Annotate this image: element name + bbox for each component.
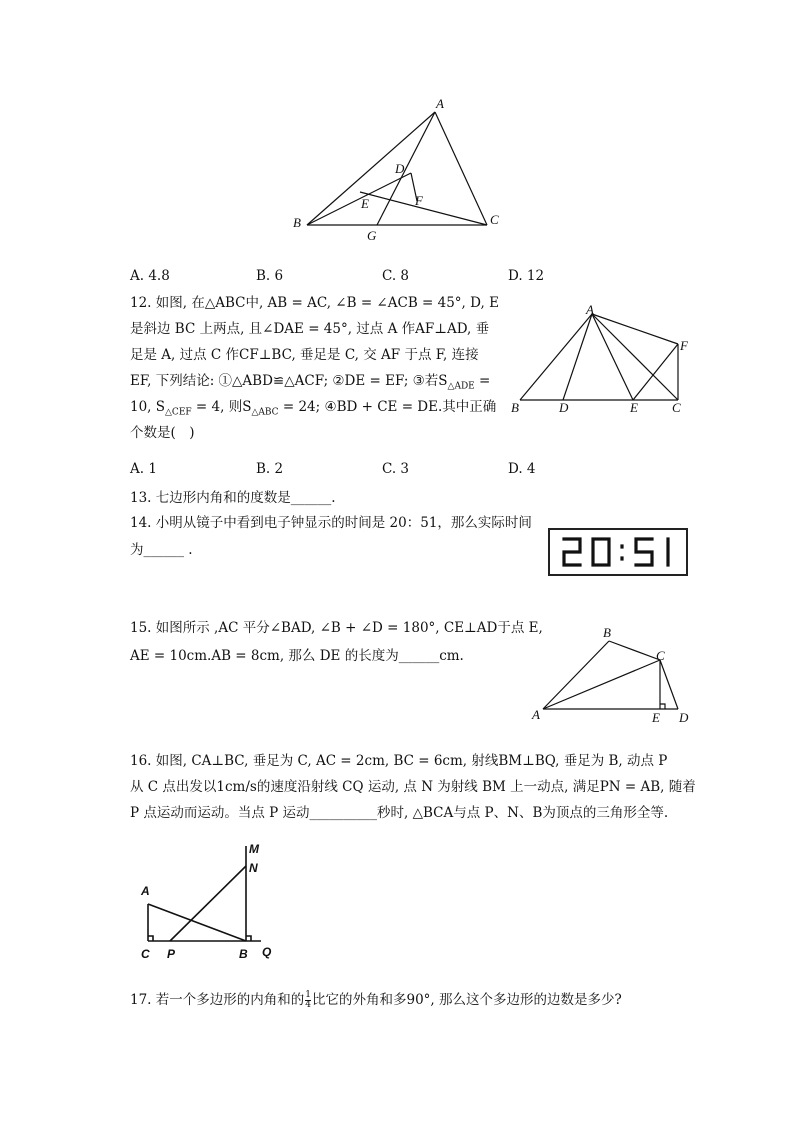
q12-line-4-tail: =	[474, 373, 491, 389]
q12-line-5-sub2: △ABC	[251, 407, 279, 418]
fig15-label-b: B	[603, 625, 611, 640]
fig11-label-a: A	[436, 96, 444, 111]
q12-line-5-mid: = 4, 则S	[191, 399, 252, 415]
fig11-label-f: F	[415, 193, 423, 208]
q12-line-4-text: EF, 下列结论: ①△ABD≌△ACF; ②DE = EF; ③若S	[130, 373, 448, 389]
q17-prefix: 17. 若一个多边形的内角和的	[130, 992, 305, 1008]
fig16-label-c: C	[141, 947, 150, 961]
q14-line-2: 为______ .	[130, 542, 193, 558]
q17-frac-den: 4	[305, 1000, 311, 1010]
fig15-label-c: C	[656, 648, 665, 663]
fig11-label-e: E	[361, 196, 369, 211]
q12-line-4	[130, 371, 490, 397]
fig15-label-a: A	[532, 707, 540, 722]
fig12-label-d: D	[559, 400, 569, 415]
q12-line-5-sub: △CEF	[165, 407, 192, 418]
fig11-label-d: D	[395, 161, 405, 176]
q12-line-6: 个数是( )	[130, 425, 195, 441]
q11-option-b: B. 6	[256, 268, 284, 284]
q15-line-2: AE = 10cm.AB = 8cm, 那么 DE 的长度为______cm.	[130, 648, 464, 664]
q16-line-1: 16. 如图, CA⊥BC, 垂足为 C, AC = 2cm, BC = 6cm, 射线BM⊥BQ, 垂足为 B, 动点 P	[130, 753, 668, 769]
q12-option-a: A. 1	[130, 461, 157, 477]
fig12-label-c: C	[672, 400, 681, 415]
q11-option-d: D. 12	[508, 268, 545, 284]
fig11-label-c: C	[490, 212, 499, 227]
digital-clock	[548, 528, 688, 576]
q11-option-c: C. 8	[382, 268, 410, 284]
q12-line-1: 12. 如图, 在△ABC中, AB = AC, ∠B = ∠ACB = 45°, D, E	[130, 295, 499, 311]
q12-line-5-text: 10, S	[130, 399, 166, 415]
q12-option-d: D. 4	[508, 461, 536, 477]
q15-line-1: 15. 如图所示 ,AC 平分∠BAD, ∠B + ∠D = 180°, CE⊥AD于点 E,	[130, 620, 543, 636]
fig16-label-b: B	[239, 947, 248, 961]
q12-line-3: 足是 A, 过点 C 作CF⊥BC, 垂足是 C, 交 AF 于点 F, 连接	[130, 347, 479, 363]
q11-option-a: A. 4.8	[130, 268, 170, 284]
fig16-label-n: N	[249, 861, 258, 875]
q17-suffix: 比它的外角和多90°, 那么这个多边形的边数是多少?	[312, 992, 622, 1008]
q14-line-1: 14. 小明从镜子中看到电子钟显示的时间是 20：51，那么实际时间	[130, 515, 532, 531]
q12-option-c: C. 3	[382, 461, 410, 477]
q12-line-4-sub: △ADE	[447, 381, 475, 392]
q17-text	[130, 990, 622, 1010]
fig15-label-d: D	[679, 710, 689, 725]
fig12-label-a: A	[586, 302, 594, 317]
q13-text: 13. 七边形内角和的度数是______.	[130, 490, 336, 506]
q16-line-3: P 点运动而运动。当点 P 运动__________秒时, △BCA与点 P、N、B为顶点的三角形全等.	[130, 805, 669, 821]
q12-option-b: B. 2	[256, 461, 284, 477]
fig11-label-g: G	[367, 228, 377, 243]
q11-figure	[285, 95, 505, 245]
q12-line-2: 是斜边 BC 上两点, 且∠DAE = 45°, 过点 A 作AF⊥AD, 垂	[130, 321, 490, 337]
fig16-label-p: P	[167, 947, 176, 961]
fig11-label-b: B	[293, 215, 301, 230]
clock-digits-icon	[550, 530, 686, 574]
q12-line-5	[130, 397, 496, 423]
fig16-label-q: Q	[262, 945, 272, 959]
q16-line-2: 从 C 点出发以1cm/s的速度沿射线 CQ 运动, 点 N 为射线 BM 上一动点, 满足PN = AB, 随着	[130, 779, 696, 795]
fig16-label-a: A	[141, 884, 150, 898]
fig15-label-e: E	[652, 710, 660, 725]
fig12-label-e: E	[630, 400, 638, 415]
q17-fraction	[305, 991, 311, 1010]
q12-line-5-tail: = 24; ④BD + CE = DE.其中正确	[278, 399, 497, 415]
fig16-label-m: M	[249, 842, 259, 856]
fig12-label-b: B	[511, 400, 519, 415]
q15-figure	[528, 622, 698, 727]
q12-figure	[508, 302, 698, 422]
q17-frac-num: 1	[305, 990, 311, 1000]
q16-figure	[134, 838, 284, 963]
fig12-label-f: F	[680, 338, 688, 353]
